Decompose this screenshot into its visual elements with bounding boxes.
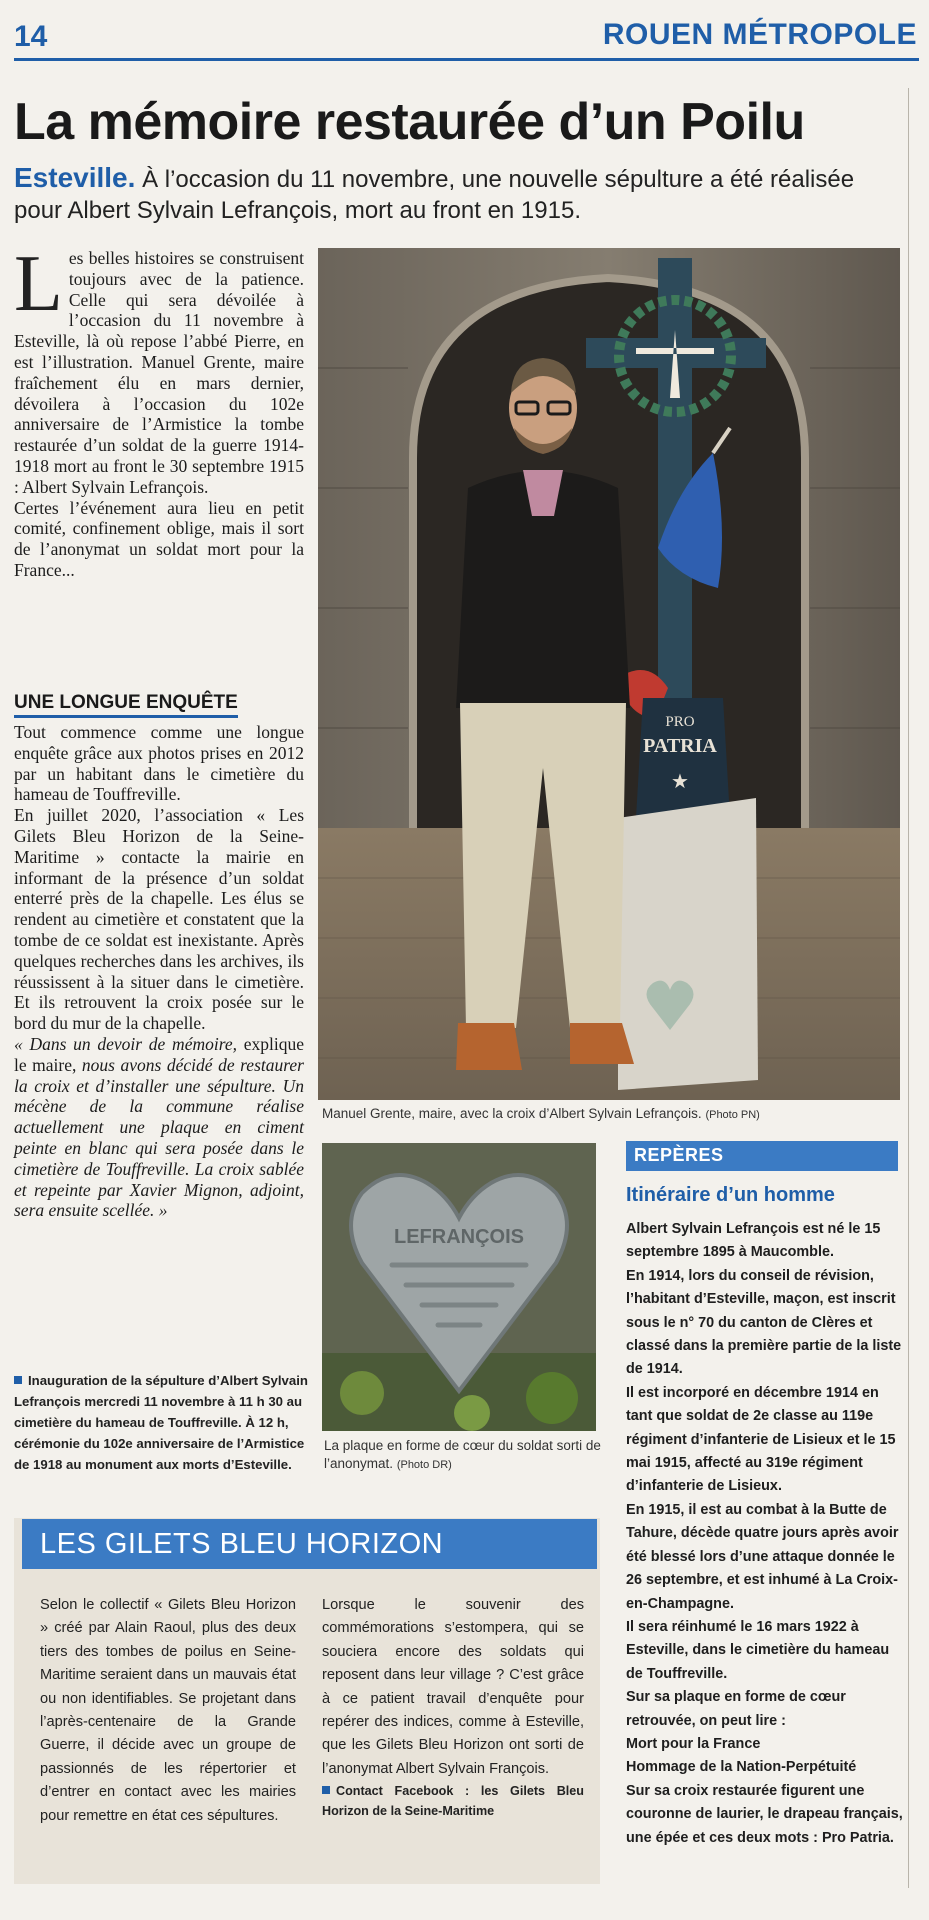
- heart-caption-text: La plaque en forme de cœur du soldat sorti de l’anonymat.: [324, 1438, 601, 1471]
- square-bullet-icon: [14, 1376, 22, 1384]
- gilets-column-1: Selon le collectif « Gilets Bleu Horizon » créé par Alain Raoul, plus des deux tiers des tombes de poilus en Seine-Maritime seraient dans un mauvais état ou non identifiables. Se projetant dans l’après-centenaire de la Grande Guerre, il décide avec un groupe de passionnés de les répertorier et d’entrer en contact avec les mairies pour remettre en état ces sépultures.: [40, 1597, 296, 1824]
- reperes-paragraph: Il sera réinhumé le 16 mars 1922 à Esteville, dans le cimetière du hameau de Touffreville.: [626, 1618, 890, 1682]
- quote-paragraph: [14, 1034, 304, 1221]
- heart-engraving-text: LEFRANÇOIS: [394, 1226, 524, 1248]
- drop-cap: L: [14, 240, 63, 328]
- header-rule: [14, 58, 919, 61]
- article-intro: [14, 240, 304, 581]
- reperes-banner: [626, 1141, 898, 1171]
- quote-open: «: [14, 1033, 30, 1054]
- gilets-title: LES GILETS BLEU HORIZON: [40, 1528, 444, 1560]
- square-bullet-icon: [322, 1786, 330, 1794]
- gilets-contact-text: Contact Facebook : les Gilets Bleu Horizon de la Seine-Maritime: [322, 1784, 584, 1819]
- reperes-paragraph: En 1915, il est au combat à la Butte de Tahure, décède quatre jours après avoir été blessé lors d’une attaque donnée le 26 septembre, et est inhumé à La Croix-en-Champagne.: [626, 1501, 899, 1612]
- main-caption-text: Manuel Grente, maire, avec la croix d’Albert Sylvain Lefrançois.: [322, 1106, 702, 1121]
- reperes-label: REPÈRES: [634, 1145, 724, 1165]
- heart-photo-caption: [324, 1437, 604, 1474]
- article-subhead: UNE LONGUE ENQUÊTE: [14, 692, 238, 718]
- body-paragraph-2: En juillet 2020, l’association « Les Gilets Bleu Horizon de la Seine-Maritime » contacte la mairie en informant de la présence d’un soldat enterré près de la chapelle. Les élus se rendent au cimetière et constatent que la tombe de ce soldat est inexistante. Après quelques recherches dans les archives, ils réussissent à la situer dans le cimetière. Et ils retrouvent la croix posée sur le bord du mur de la chapelle.: [14, 805, 304, 1034]
- quote-part-1: Dans un devoir de mémoire,: [29, 1033, 238, 1054]
- reperes-paragraph: Albert Sylvain Lefrançois est né le 15 septembre 1895 à Maucomble.: [626, 1221, 881, 1261]
- reperes-paragraph: Mort pour la France: [626, 1735, 761, 1752]
- event-info: [14, 1370, 314, 1475]
- mayor-with-cross-illustration: [318, 248, 900, 1100]
- main-photo-credit: (Photo PN): [705, 1109, 760, 1121]
- body-paragraph-1: Tout commence comme une longue enquête grâce aux photos prises en 2012 par un habitant dans le cimetière du hameau de Touffreville.: [14, 722, 304, 805]
- quote-part-2: nous avons décidé de restaurer la croix et d’installer une sépulture. Un mécène de la commune réalise actuellement une plaque en ciment peinte en blanc qui sera posée dans le cimetière de Touffreville. La croix sablée et repeinte par Xavier Mignon, adjoint, sera ensuite scellée. »: [14, 1054, 304, 1221]
- intro-paragraph-2: Certes l’événement aura lieu en petit comité, confinement oblige, mais il sort de l’anonymat un soldat mort pour la France...: [14, 497, 304, 580]
- standfirst-place: Esteville.: [14, 162, 136, 193]
- quote-attribution: explique le maire,: [14, 1033, 304, 1075]
- standfirst-text: À l’occasion du 11 novembre, une nouvelle sépulture a été réalisée pour Albert Sylvain Lefrançois, mort au front en 1915.: [14, 166, 855, 224]
- reperes-body: [626, 1218, 906, 1850]
- reperes-paragraph: Il est incorporé en décembre 1914 en tant que soldat de 2e classe au 119e régiment d’infanterie de Lisieux et le 15 mai 1915, affecté au 319e régiment d’infanterie de Lisieux.: [626, 1384, 896, 1495]
- article-body: [14, 722, 304, 1221]
- gilets-banner: [22, 1519, 597, 1569]
- star-icon: ★: [671, 771, 689, 793]
- main-photo-caption: [322, 1106, 760, 1121]
- reperes-title: Itinéraire d’un homme: [626, 1184, 835, 1206]
- reperes-paragraph: Sur sa croix restaurée figurent une couronne de laurier, le drapeau français, une épée et ces deux mots : Pro Patria.: [626, 1782, 903, 1846]
- article-standfirst: [14, 162, 894, 226]
- reperes-paragraph: Hommage de la Nation-Perpétuité: [626, 1759, 857, 1776]
- section-title: ROUEN MÉTROPOLE: [602, 18, 917, 51]
- gilets-column-2-text: Lorsque le souvenir des commémorations s’estompera, qui se souciera encore des soldats qui reposent dans leur village ? C’est grâce à ce patient travail d’enquête pour repérer des indices, comme à Esteville, que les Gilets Bleu Horizon ont sorti de l’anonymat Albert Sylvain François.: [322, 1597, 584, 1777]
- gilets-column-2: [322, 1594, 584, 1821]
- heart-plaque-illustration: [322, 1143, 596, 1431]
- cross-pro-text: PRO: [665, 714, 695, 730]
- page-number: 14: [14, 20, 48, 53]
- event-info-text: Inauguration de la sépulture d’Albert Sylvain Lefrançois mercredi 11 novembre à 11 h 30 au cimetière du hameau de Touffreville. À 12 h, cérémonie du 102e anniversaire de l’Armistice de 1918 au monument aux morts d’Esteville.: [14, 1373, 308, 1472]
- intro-paragraph-1: es belles histoires se construisent toujours avec de la patience. Celle qui sera dévoilée à l’occasion du 11 novembre à Esteville, là où repose l’abbé Pierre, en est l’illustration. Manuel Grente, maire fraîchement élu en mars dernier, dévoilera à l’occasion du 102e anniversaire de l’Armistice la tombe restaurée d’un soldat de la guerre 1914-1918 mort au front le 30 septembre 1915 : Albert Sylvain Lefrançois.: [14, 248, 304, 497]
- article-headline: La mémoire restaurée d’un Poilu: [14, 93, 805, 151]
- reperes-paragraph: En 1914, lors du conseil de révision, l’habitant d’Esteville, maçon, est inscrit sous le n° 70 du canton de Clères et classé dans la première partie de la liste de 1914.: [626, 1267, 902, 1378]
- reperes-paragraph: Sur sa plaque en forme de cœur retrouvée, on peut lire :: [626, 1689, 846, 1729]
- heart-plaque-photo: [322, 1143, 596, 1431]
- gilets-contact: [322, 1781, 584, 1821]
- main-photo: [318, 248, 900, 1100]
- heart-photo-credit: (Photo DR): [396, 1459, 452, 1471]
- column-divider: [908, 88, 909, 1888]
- cross-patria-text: PATRIA: [643, 735, 717, 757]
